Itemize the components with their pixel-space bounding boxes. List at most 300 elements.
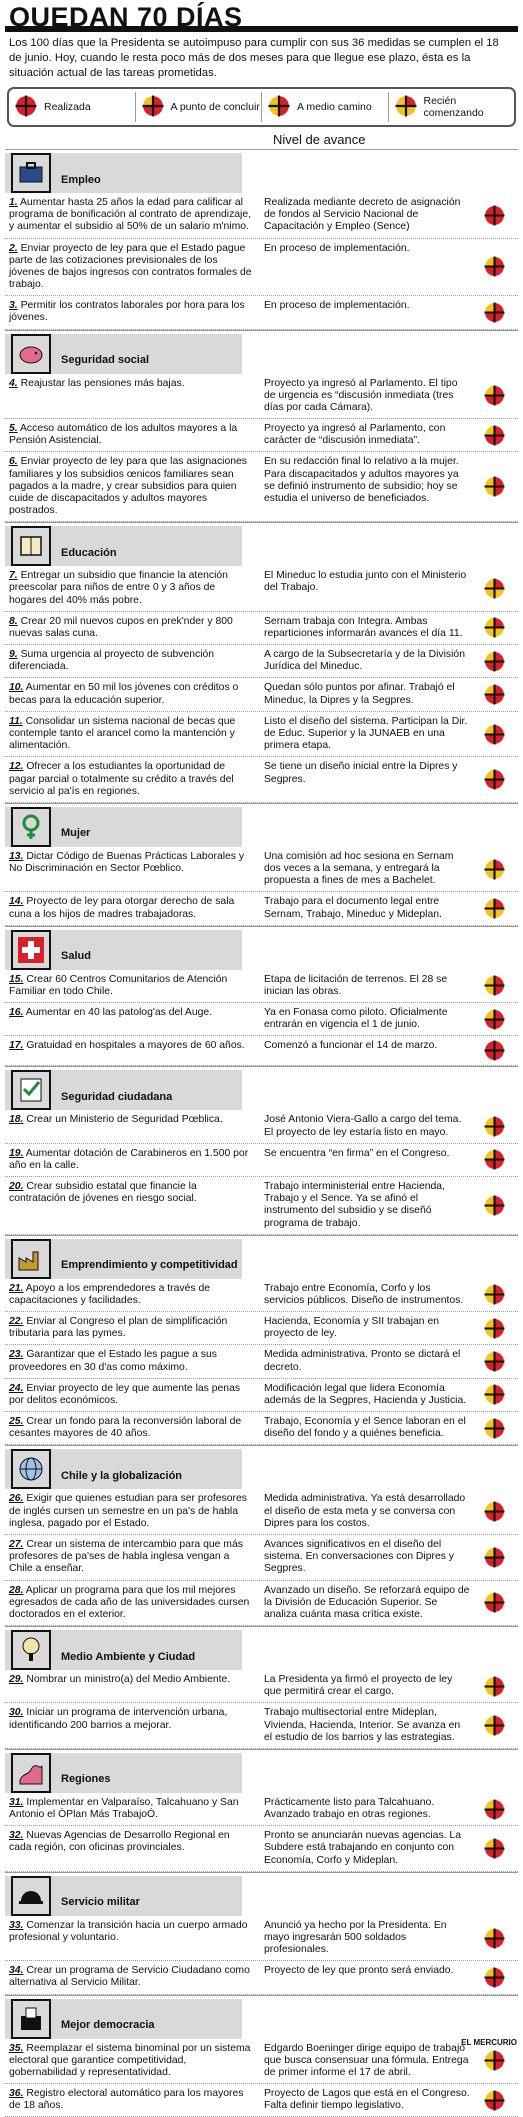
status-description: Prácticamente listo para Talcahuano. Avanzado trabajo en otras regiones.: [264, 1796, 435, 1821]
table-row: [5, 1312, 518, 1345]
progress-indicator: [474, 1828, 514, 1869]
task-number: 12.: [9, 761, 24, 773]
table-row: [5, 1345, 518, 1378]
task-number: 22.: [9, 1316, 24, 1328]
status-half-icon: [484, 476, 505, 497]
legend-item-half: [262, 92, 389, 122]
status-almost-icon: [484, 1799, 505, 1820]
progress-indicator: [474, 1705, 514, 1746]
section-region-map: [5, 1749, 518, 1872]
task-cell: [5, 421, 256, 449]
legend-label: Recién comenzando: [423, 95, 484, 119]
status-description: En su redacción final lo relativo a la mujer. Para discapacitados y adultos mayores ya se definió instrumento de subsidio; hoy se estudia el universo de beneficiados.: [264, 456, 459, 504]
status-half-icon: [484, 1116, 505, 1137]
status-description: Etapa de licitación de terrenos. El 28 se inician las obras.: [264, 973, 448, 997]
task-cell: [5, 614, 256, 642]
task-text: Permitir los contratos laborales por hora para los jóvenes.: [9, 300, 245, 324]
task-number: 23.: [9, 1349, 24, 1361]
task-text: Exigir que quienes estudian para ser profesores de inglés cursen un semestre en un pa's de habla inglesa, pagado por el Estado.: [9, 1493, 247, 1529]
section-title: Mejor democracia: [61, 2019, 155, 2032]
status-almost-icon: [484, 256, 505, 277]
task-text: Garantizar que el Estado les pague a sus proveedores en 30 d'as como máximo.: [9, 1349, 217, 1373]
section-title: Salud: [61, 950, 91, 963]
legend-done-icon: [15, 95, 37, 120]
status-description: Trabajo interministerial entre Hacienda, Trabajo y el Sence. Ya se afinó el instrumento del subsidio y se diseñó programa de trabajo.: [264, 1181, 445, 1229]
section-checklist: [5, 1066, 518, 1234]
section-title: Mujer: [61, 827, 91, 840]
task-text: Aumentar dotación de Carabineros en 1.500 por año en la calle.: [9, 1147, 249, 1171]
task-number: 36.: [9, 2088, 24, 2100]
status-almost-icon: [484, 1967, 505, 1988]
status-description: Trabajo entre Economía, Corfo y los servicios públicos. Diseño de instrumentos.: [264, 1282, 464, 1306]
task-cell: [5, 1491, 256, 1532]
task-number: 7.: [9, 570, 18, 582]
status-almost-icon: [484, 1149, 505, 1170]
table-row: [5, 1826, 518, 1872]
status-description: A cargo de la Subsecretaría y de la División Jurídica del Mineduc.: [264, 649, 465, 673]
status-description: Realizada mediante decreto de asignación de fondos al Servicio Nacional de Capacitación y Empleo (Sence): [264, 197, 461, 233]
progress-indicator: [474, 1795, 514, 1823]
task-cell: [5, 647, 256, 675]
task-cell: [5, 1038, 256, 1063]
status-almost-icon: [484, 385, 505, 406]
section-title: Servicio militar: [61, 1896, 140, 1909]
status-half-icon: [484, 1715, 505, 1736]
section-female-symbol: [5, 803, 518, 926]
status-description: Ya en Fonasa como piloto. Oficialmente entrarán en vigencia el 1 de junio.: [264, 1007, 448, 1031]
task-text: Proyecto de ley para otorgar derecho de sala cuna a los hijos de madres trabajadoras.: [9, 896, 235, 920]
book-icon: [11, 526, 51, 566]
task-number: 32.: [9, 1830, 24, 1842]
task-cell: [5, 298, 256, 326]
task-text: Enviar proyecto de ley para que las asignaciones familiares y los subsidios œnicos familiares sean pagados a la madre, y crear subsidios para quien cuide de discapacitados y adultos mayores postrados.: [9, 456, 247, 517]
task-number: 11.: [9, 715, 23, 727]
task-text: Registro electoral automático para los mayores de 18 años.: [9, 2088, 244, 2112]
task-number: 10.: [9, 682, 24, 694]
ballot-box-icon: [11, 1999, 51, 2039]
table-row: [5, 1279, 518, 1312]
task-cell: [5, 680, 256, 708]
status-start-icon: [484, 578, 505, 599]
table-row: [5, 2039, 518, 2085]
task-cell: [5, 568, 256, 609]
task-cell: [5, 1828, 256, 1869]
progress-indicator: [474, 1537, 514, 1578]
progress-indicator: [474, 680, 514, 708]
table-row: [5, 1535, 518, 1581]
status-description: Medida administrativa. Ya está desarrollado el diseño de esta meta y se conversa con Dipres para los costos.: [264, 1493, 466, 1529]
task-number: 27.: [9, 1539, 24, 1550]
section-header: [5, 1239, 518, 1279]
progress-indicator: [474, 298, 514, 326]
status-almost-icon: [484, 425, 505, 446]
helmet-icon: [11, 1876, 51, 1916]
table-row: [5, 757, 518, 803]
task-text: Enviar proyecto de ley para que el Estado pague parte de las cotizaciones previsionales de los jóvenes de bajos ingresos con contratos formales de trabajo.: [9, 242, 252, 291]
section-piggy-bank: [5, 330, 518, 523]
task-number: 25.: [9, 1416, 24, 1428]
task-number: 30.: [9, 1707, 24, 1719]
task-number: 13.: [9, 850, 24, 862]
status-description: Trabajo para el documento legal entre Sernam, Trabajo, Mineduc y Mideplan.: [264, 896, 442, 920]
task-text: Crear 60 Centros Comunitarios de Atención Familiar en todo Chile.: [9, 973, 228, 997]
legend-item-done: [9, 92, 136, 122]
table-row: [5, 1110, 518, 1143]
table-row: [5, 2084, 518, 2117]
task-number: 35.: [9, 2042, 24, 2054]
status-almost-icon: [484, 1501, 505, 1522]
section-helmet: [5, 1872, 518, 1995]
legend-start-icon: [395, 95, 417, 120]
status-half-icon: [484, 1418, 505, 1439]
status-half-icon: [268, 95, 290, 117]
task-cell: [5, 1281, 256, 1309]
status-description: Proyecto ya ingresó al Parlamento, con carácter de “discusión inmediata”.: [264, 423, 446, 447]
task-number: 19.: [9, 1147, 24, 1159]
status-half-icon: [484, 1195, 505, 1216]
status-almost-icon: [484, 1009, 505, 1030]
section-title: Emprendimiento y competitividad: [61, 1259, 238, 1272]
task-number: 9.: [9, 649, 18, 661]
table-row: [5, 296, 518, 329]
task-text: Comenzar la transición hacia un cuerpo armado profesional y voluntario.: [9, 1919, 248, 1943]
table-row: [5, 374, 518, 420]
task-text: Aumentar hasta 25 años la edad para calificar al programa de bonificación al contrato de aprendizaje, y aumentar el subsidio al 50% de un salario m'nimo.: [9, 197, 252, 233]
status-start-icon: [484, 859, 505, 880]
progress-indicator: [474, 1112, 514, 1140]
task-number: 24.: [9, 1382, 24, 1394]
task-cell: [5, 1583, 256, 1624]
table-row: [5, 1916, 518, 1962]
status-start-icon: [484, 898, 505, 919]
task-text: Crear un programa de Servicio Ciudadano como alternativa al Servicio Militar.: [9, 1965, 250, 1989]
table-row: [5, 645, 518, 678]
progress-indicator: [474, 849, 514, 890]
task-text: Nuevas Agencias de Desarrollo Regional en cada región, con oficinas provinciales.: [9, 1830, 230, 1854]
task-cell: [5, 1795, 256, 1823]
task-number: 34.: [9, 1965, 24, 1977]
header-band: [242, 930, 518, 970]
status-almost-icon: [484, 1592, 505, 1613]
section-header: [5, 807, 518, 847]
table-row: [5, 419, 518, 452]
task-text: Crear un sistema de intercambio para que más profesores de pa'ses de habla inglesa vengan a Chile a enseñar.: [9, 1539, 243, 1575]
task-number: 6.: [9, 456, 18, 468]
progress-indicator: [474, 421, 514, 449]
status-almost-icon: [484, 651, 505, 672]
task-number: 4.: [9, 377, 18, 389]
progress-indicator: [474, 1005, 514, 1033]
region-map-icon: [11, 1753, 51, 1793]
progress-indicator: [474, 1281, 514, 1309]
status-almost-icon: [484, 769, 505, 790]
section-tree: [5, 1626, 518, 1749]
task-number: 15.: [9, 973, 24, 985]
status-start-icon: [484, 617, 505, 638]
status-half-icon: [484, 2050, 505, 2071]
task-number: 21.: [9, 1282, 24, 1294]
status-description: Se tiene un diseño inicial entre la Dipres y Segpres.: [264, 761, 458, 785]
task-text: Aumentar en 50 mil los jóvenes con créditos o becas para la educación superior.: [9, 682, 239, 706]
status-description: El Mineduc lo estudia junto con el Ministerio del Trabajo.: [264, 570, 467, 594]
task-cell: [5, 1537, 256, 1578]
table-row: [5, 892, 518, 925]
progress-indicator: [474, 614, 514, 642]
status-almost-icon: [484, 1351, 505, 1372]
header-band: [242, 1753, 518, 1793]
status-done-icon: [484, 205, 505, 226]
task-text: Reemplazar el sistema binominal por un sistema electoral que garantice competitividad, gobernabilidad y representatividad.: [9, 2042, 251, 2078]
progress-indicator: [474, 894, 514, 922]
section-ballot-box: [5, 1995, 518, 2117]
task-text: Reajustar las pensiones más bajas.: [20, 377, 185, 389]
status-description: José Antonio Viera-Gallo a cargo del tema. El proyecto de ley estaría listo en mayo.: [264, 1114, 462, 1138]
progress-indicator: [474, 195, 514, 236]
task-cell: [5, 1146, 256, 1174]
task-text: Crear un fondo para la reconversión laboral de cesantes mayores de 40 años.: [9, 1416, 242, 1440]
legend-label: A medio camino: [297, 101, 372, 113]
status-start-icon: [395, 95, 417, 117]
progress-indicator: [474, 1963, 514, 1991]
task-number: 31.: [9, 1796, 24, 1808]
progress-indicator: [474, 1918, 514, 1959]
legend-item-almost: [136, 92, 263, 122]
task-number: 1.: [9, 197, 18, 208]
progress-indicator: [474, 647, 514, 675]
progress-indicator: [474, 454, 514, 519]
section-header: [5, 1999, 518, 2039]
legend: [7, 87, 516, 127]
status-description: Trabajo multisectorial entre Mideplan, Vivienda, Hacienda, Interior. Se avanza en el estudio de los barrios y las estrategias.: [264, 1707, 461, 1743]
status-almost-icon: [142, 95, 164, 117]
task-number: 3.: [9, 300, 18, 312]
nivel-label: Nivel de avance: [273, 131, 366, 147]
legend-half-icon: [268, 95, 290, 120]
section-title: Educación: [61, 546, 117, 559]
table-row: [5, 1961, 518, 1994]
task-cell: [5, 1918, 256, 1959]
task-text: Suma urgencia al proyecto de subvención diferenciada.: [9, 649, 215, 673]
status-almost-icon: [484, 302, 505, 323]
status-half-icon: [484, 1676, 505, 1697]
task-cell: [5, 849, 256, 890]
checklist-icon: [11, 1070, 51, 1110]
intro-text: Los 100 días que la Presidenta se autoimpuso para cumplir con sus 36 medidas se cumplen el 18 de junio. Hoy, cuando le resta poco más de dos meses para que llegue ese plazo, ésta es la situación actual de las tareas prometidas.: [9, 37, 499, 79]
progress-indicator: [474, 2086, 514, 2114]
task-number: 8.: [9, 615, 18, 627]
piggy-bank-icon: [11, 334, 51, 374]
credit: EL MERCURIO: [461, 2037, 517, 2047]
header-band: [242, 1999, 518, 2039]
task-cell: [5, 1314, 256, 1342]
status-description: Medida administrativa. Pronto se dictará el decreto.: [264, 1349, 461, 1373]
status-half-icon: [484, 1318, 505, 1339]
status-almost-icon: [484, 1547, 505, 1568]
status-half-icon: [484, 975, 505, 996]
task-cell: [5, 241, 256, 294]
section-header: [5, 1753, 518, 1793]
task-text: Crear 20 mil nuevos cupos en prek'nder y 800 nuevas salas cuna.: [9, 615, 233, 639]
task-cell: [5, 1347, 256, 1375]
status-description: Quedan sólo puntos por afinar. Trabajó el Mineduc, la Dipres y la Segpres.: [264, 682, 455, 706]
status-description: Proyecto ya ingresó al Parlamento. El tipo de urgencia es “discusión inmediata (tres días por cada Cámara).: [264, 377, 458, 413]
status-almost-icon: [484, 2090, 505, 2111]
task-number: 14.: [9, 896, 24, 908]
status-description: En proceso de implementación.: [264, 300, 410, 312]
task-text: Acceso automático de los adultos mayores a la Pensión Asistencial.: [9, 423, 238, 447]
task-text: Dictar Código de Buenas Prácticas Laborales y No Discriminación en Sector Pœblico.: [9, 850, 245, 875]
section-header: [5, 334, 518, 374]
section-header: [5, 1876, 518, 1916]
section-title: Empleo: [61, 173, 101, 186]
globe-icon: [11, 1449, 51, 1489]
table-row: [5, 612, 518, 645]
task-text: Enviar al Congreso el plan de simplificación tributaria para las pymes.: [9, 1316, 228, 1340]
nivel-header: [5, 127, 518, 149]
table-row: [5, 1412, 518, 1445]
progress-indicator: [474, 1414, 514, 1442]
status-half-icon: [484, 1284, 505, 1305]
table-row: [5, 678, 518, 711]
task-cell: [5, 2041, 256, 2082]
table-row: [5, 239, 518, 297]
status-description: Proyecto de ley que pronto será enviado.: [264, 1965, 454, 1977]
section-header: [5, 1630, 518, 1670]
progress-indicator: [474, 1347, 514, 1375]
progress-indicator: [474, 972, 514, 1000]
progress-indicator: [474, 759, 514, 800]
status-description: Edgardo Boeninger dirige equipo de trabajo que busca consensuar una fórmula. Entrega de primer informe el 17 de abril.: [264, 2042, 469, 2078]
header-band: [242, 1239, 518, 1279]
progress-indicator: [474, 714, 514, 755]
header-band: [242, 334, 518, 374]
status-almost-icon: [484, 1928, 505, 1949]
task-cell: [5, 195, 256, 236]
female-symbol-icon: [11, 807, 51, 847]
section-header: [5, 930, 518, 970]
task-number: 18.: [9, 1114, 24, 1126]
table-row: [5, 452, 518, 522]
section-medical-cross: [5, 926, 518, 1067]
section-header: [5, 153, 518, 193]
page: [0, 2, 523, 2112]
status-description: Sernam trabaja con Integra. Ambas reparticiones informarán avances el día 11.: [264, 615, 463, 639]
task-text: Ofrecer a los estudiantes la oportunidad de pagar parcial o totalmente su crédito a través del servicio al pa'ís en regiones.: [9, 761, 234, 797]
table-row: [5, 1670, 518, 1703]
task-cell: [5, 1705, 256, 1746]
section-title: Chile y la globalización: [61, 1470, 183, 1483]
task-cell: [5, 759, 256, 800]
task-text: Aumentar en 40 las patolog'as del Auge.: [25, 1007, 213, 1019]
progress-indicator: [474, 1038, 514, 1063]
task-cell: [5, 1179, 256, 1232]
section-title: Medio Ambiente y Ciudad: [61, 1650, 196, 1663]
progress-indicator: [474, 1491, 514, 1532]
table-row: [5, 1489, 518, 1535]
task-number: 17.: [9, 1040, 24, 1052]
status-description: Se encuentra “en firma” en el Congreso.: [264, 1147, 450, 1159]
section-header: [5, 1449, 518, 1489]
table-row: [5, 712, 518, 758]
table-row: [5, 1703, 518, 1749]
task-cell: [5, 1963, 256, 1991]
status-almost-icon: [484, 684, 505, 705]
progress-indicator: [474, 1583, 514, 1624]
progress-indicator: [474, 1314, 514, 1342]
header-band: [242, 1630, 518, 1670]
table-row: [5, 193, 518, 239]
task-text: Entregar un subsidio que financie la atención preescolar para niños de entre 0 y 3 años de hogares del 40% más pobre.: [9, 570, 228, 606]
task-number: 28.: [9, 1584, 24, 1596]
status-description: Listo el diseño del sistema. Participan la Dir. de Educ. Superior y la JUNAEB en una primera etapa.: [264, 715, 468, 752]
task-number: 2.: [9, 242, 18, 254]
task-cell: [5, 1005, 256, 1033]
table-row: [5, 1177, 518, 1235]
section-factory: [5, 1235, 518, 1446]
status-done-icon: [15, 95, 37, 117]
header-band: [242, 807, 518, 847]
task-text: Apoyo a los emprendedores a través de capacitaciones y facilidades.: [9, 1282, 211, 1306]
header-band: [242, 1876, 518, 1916]
task-cell: [5, 1112, 256, 1140]
progress-indicator: [474, 1146, 514, 1174]
task-number: 26.: [9, 1493, 24, 1505]
status-description: Avanzado un diseño. Se reforzará equipo de la División de Educación Superior. Se analiza cuánta masa crítica existe.: [264, 1584, 470, 1620]
table-row: [5, 1144, 518, 1177]
header-band: [242, 526, 518, 566]
table-row: [5, 1003, 518, 1036]
legend-item-start: [389, 92, 515, 122]
progress-indicator: [474, 241, 514, 294]
status-almost-icon: [484, 724, 505, 745]
status-done-icon: [484, 1040, 505, 1061]
section-title: Seguridad ciudadana: [61, 1090, 173, 1103]
status-description: Hacienda, Economía y SII trabajan en proyecto de ley.: [264, 1316, 440, 1340]
status-description: Anunció ya hecho por la Presidenta. En mayo ingresarán 500 soldados profesionales.: [264, 1919, 447, 1956]
status-description: Una comisión ad hoc sesiona en Sernam dos veces a la semana, y entregará la propuesta a fines de mes a Bachelet.: [264, 850, 454, 887]
table-row: [5, 1379, 518, 1412]
section-briefcase: [5, 149, 518, 330]
table-row: [5, 566, 518, 612]
section-header: [5, 1070, 518, 1110]
header-band: [242, 1449, 518, 1489]
status-description: Modificación legal que lidera Economía además de la Segpres, Hacienda y Justicia.: [264, 1382, 467, 1406]
task-cell: [5, 376, 256, 417]
task-cell: [5, 894, 256, 922]
task-cell: [5, 1381, 256, 1409]
table-row: [5, 970, 518, 1003]
task-cell: [5, 1672, 256, 1700]
table-row: [5, 1036, 518, 1066]
header-band: [242, 1070, 518, 1110]
status-description: La Presidenta ya firmó el proyecto de ley que permitirá crear el cargo.: [264, 1674, 453, 1698]
progress-indicator: [474, 1672, 514, 1700]
sections: [5, 149, 518, 2117]
medical-cross-icon: [11, 930, 51, 970]
task-cell: [5, 972, 256, 1000]
task-number: 5.: [9, 423, 18, 435]
task-text: Crear un Ministerio de Seguridad Pœblica.: [26, 1114, 223, 1126]
status-description: Trabajo, Economía y el Sence laboran en el diseño del fondo y a quiénes beneficia.: [264, 1416, 466, 1440]
progress-indicator: [474, 1179, 514, 1232]
status-almost-icon: [484, 1838, 505, 1859]
task-text: Crear subsidio estatal que financie la contratación de jóvenes en riesgo social.: [9, 1181, 197, 1205]
progress-indicator: [474, 1381, 514, 1409]
task-cell: [5, 1414, 256, 1442]
task-number: 16.: [9, 1007, 24, 1019]
page-title: QUEDAN 70 DÍAS: [5, 2, 518, 32]
task-number: 20.: [9, 1181, 24, 1193]
